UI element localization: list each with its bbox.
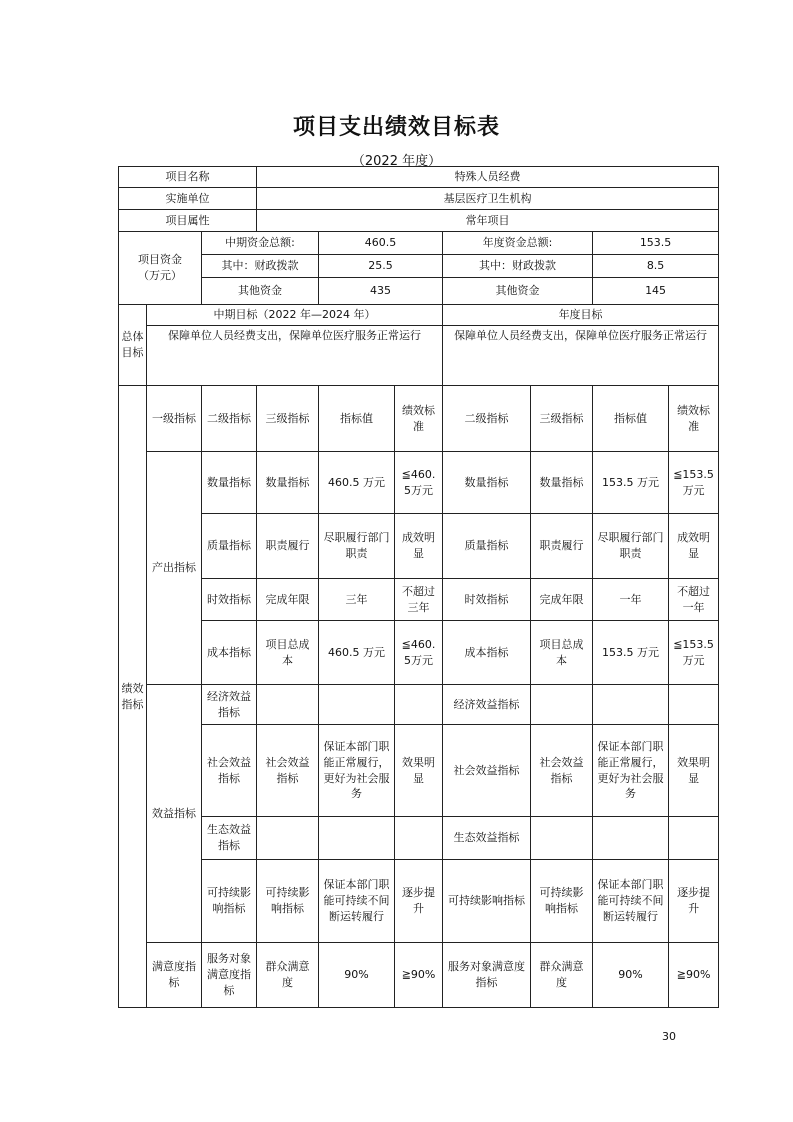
timeliness-lvl3: 完成年限	[257, 579, 319, 621]
cost-value-year: 153.5 万元	[593, 621, 669, 685]
economic-lvl3-year	[531, 685, 593, 725]
mid-goal-text: 保障单位人员经费支出，保障单位医疗服务正常运行	[147, 326, 443, 386]
satisfaction-value: 90%	[319, 943, 395, 1008]
project-name-label: 项目名称	[119, 167, 257, 188]
ecological-lvl3-year	[531, 817, 593, 860]
header-standard: 绩效标准	[395, 386, 443, 452]
economic-value	[319, 685, 395, 725]
mid-fiscal-value: 25.5	[319, 255, 443, 278]
sustainable-lvl3-year: 可持续影响指标	[531, 860, 593, 943]
quality-lvl3: 职责履行	[257, 514, 319, 579]
implementing-unit-value: 基层医疗卫生机构	[257, 188, 719, 210]
timeliness-lvl3-year: 完成年限	[531, 579, 593, 621]
satisfaction-lvl2: 服务对象满意度指标	[202, 943, 257, 1008]
social-lvl3-year: 社会效益指标	[531, 725, 593, 817]
quantity-lvl3-year: 数量指标	[531, 452, 593, 514]
social-lvl2-year: 社会效益指标	[443, 725, 531, 817]
timeliness-lvl2: 时效指标	[202, 579, 257, 621]
social-lvl3: 社会效益指标	[257, 725, 319, 817]
ecological-lvl2: 生态效益指标	[202, 817, 257, 860]
quantity-lvl2: 数量指标	[202, 452, 257, 514]
year-subtitle: （2022 年度）	[351, 154, 442, 169]
quality-lvl2: 质量指标	[202, 514, 257, 579]
benefit-indicator-label: 效益指标	[147, 685, 202, 943]
timeliness-standard: 不超过三年	[395, 579, 443, 621]
economic-lvl2-year: 经济效益指标	[443, 685, 531, 725]
satisfaction-standard-year: ≧90%	[669, 943, 719, 1008]
quantity-value: 460.5 万元	[319, 452, 395, 514]
header-value-year: 指标值	[593, 386, 669, 452]
sustainable-value-year: 保证本部门职能可持续不间断运转履行	[593, 860, 669, 943]
quality-standard: 成效明显	[395, 514, 443, 579]
sustainable-standard-year: 逐步提升	[669, 860, 719, 943]
timeliness-lvl2-year: 时效指标	[443, 579, 531, 621]
ecological-standard-year	[669, 817, 719, 860]
output-indicator-label: 产出指标	[147, 452, 202, 685]
mid-total-value: 460.5	[319, 232, 443, 255]
ecological-lvl3	[257, 817, 319, 860]
timeliness-value-year: 一年	[593, 579, 669, 621]
satisfaction-standard: ≧90%	[395, 943, 443, 1008]
sustainable-lvl2-year: 可持续影响指标	[443, 860, 531, 943]
header-lvl1: 一级指标	[147, 386, 202, 452]
social-value: 保证本部门职能正常履行，更好为社会服务	[319, 725, 395, 817]
economic-standard	[395, 685, 443, 725]
page-number: 30	[662, 1030, 676, 1043]
quality-standard-year: 成效明显	[669, 514, 719, 579]
mid-fiscal-label: 其中：财政拨款	[202, 255, 319, 278]
timeliness-value: 三年	[319, 579, 395, 621]
ecological-standard	[395, 817, 443, 860]
social-value-year: 保证本部门职能正常履行，更好为社会服务	[593, 725, 669, 817]
sustainable-lvl2: 可持续影响指标	[202, 860, 257, 943]
sustainable-lvl3: 可持续影响指标	[257, 860, 319, 943]
mid-goal-header: 中期目标（2022 年—2024 年）	[147, 305, 443, 326]
mid-other-label: 其他资金	[202, 278, 319, 305]
quantity-value-year: 153.5 万元	[593, 452, 669, 514]
quantity-standard: ≦460.5万元	[395, 452, 443, 514]
year-total-label: 年度资金总额:	[443, 232, 593, 255]
year-goal-header: 年度目标	[443, 305, 719, 326]
timeliness-standard-year: 不超过一年	[669, 579, 719, 621]
project-attribute-value: 常年项目	[257, 210, 719, 232]
quantity-standard-year: ≦153.5万元	[669, 452, 719, 514]
ecological-value-year	[593, 817, 669, 860]
mid-total-label: 中期资金总额:	[202, 232, 319, 255]
funds-label-line2: （万元）	[138, 269, 182, 282]
economic-lvl2: 经济效益指标	[202, 685, 257, 725]
header-lvl2-year: 二级指标	[443, 386, 531, 452]
year-fiscal-value: 8.5	[593, 255, 719, 278]
overall-goal-label: 总体目标	[119, 305, 147, 386]
quality-value-year: 尽职履行部门职责	[593, 514, 669, 579]
project-name-value: 特殊人员经费	[257, 167, 719, 188]
year-total-value: 153.5	[593, 232, 719, 255]
performance-target-table	[118, 166, 719, 1008]
economic-standard-year	[669, 685, 719, 725]
implementing-unit-label: 实施单位	[119, 188, 257, 210]
cost-lvl2-year: 成本指标	[443, 621, 531, 685]
header-lvl3-year: 三级指标	[531, 386, 593, 452]
social-standard-year: 效果明显	[669, 725, 719, 817]
quality-value: 尽职履行部门职责	[319, 514, 395, 579]
header-value: 指标值	[319, 386, 395, 452]
page-title: 项目支出绩效目标表	[292, 115, 500, 140]
cost-lvl3: 项目总成本	[257, 621, 319, 685]
cost-value: 460.5 万元	[319, 621, 395, 685]
cost-standard: ≦460.5万元	[395, 621, 443, 685]
social-standard: 效果明显	[395, 725, 443, 817]
cost-lvl3-year: 项目总成本	[531, 621, 593, 685]
project-funds-label	[119, 232, 202, 305]
sustainable-value: 保证本部门职能可持续不间断运转履行	[319, 860, 395, 943]
year-other-value: 145	[593, 278, 719, 305]
economic-value-year	[593, 685, 669, 725]
cost-standard-year: ≦153.5万元	[669, 621, 719, 685]
satisfaction-lvl2-year: 服务对象满意度指标	[443, 943, 531, 1008]
header-lvl2: 二级指标	[202, 386, 257, 452]
quality-lvl3-year: 职责履行	[531, 514, 593, 579]
satisfaction-indicator-label: 满意度指标	[147, 943, 202, 1008]
header-standard-year: 绩效标准	[669, 386, 719, 452]
header-lvl3: 三级指标	[257, 386, 319, 452]
funds-label-line1: 项目资金	[138, 253, 182, 267]
quality-lvl2-year: 质量指标	[443, 514, 531, 579]
social-lvl2: 社会效益指标	[202, 725, 257, 817]
ecological-lvl2-year: 生态效益指标	[443, 817, 531, 860]
satisfaction-value-year: 90%	[593, 943, 669, 1008]
sustainable-standard: 逐步提升	[395, 860, 443, 943]
year-fiscal-label: 其中：财政拨款	[443, 255, 593, 278]
cost-lvl2: 成本指标	[202, 621, 257, 685]
quantity-lvl3: 数量指标	[257, 452, 319, 514]
year-goal-text: 保障单位人员经费支出，保障单位医疗服务正常运行	[443, 326, 719, 386]
satisfaction-lvl3-year: 群众满意度	[531, 943, 593, 1008]
mid-other-value: 435	[319, 278, 443, 305]
economic-lvl3	[257, 685, 319, 725]
quantity-lvl2-year: 数量指标	[443, 452, 531, 514]
performance-indicator-label: 绩效指标	[119, 386, 147, 1008]
year-other-label: 其他资金	[443, 278, 593, 305]
satisfaction-lvl3: 群众满意度	[257, 943, 319, 1008]
project-attribute-label: 项目属性	[119, 210, 257, 232]
ecological-value	[319, 817, 395, 860]
